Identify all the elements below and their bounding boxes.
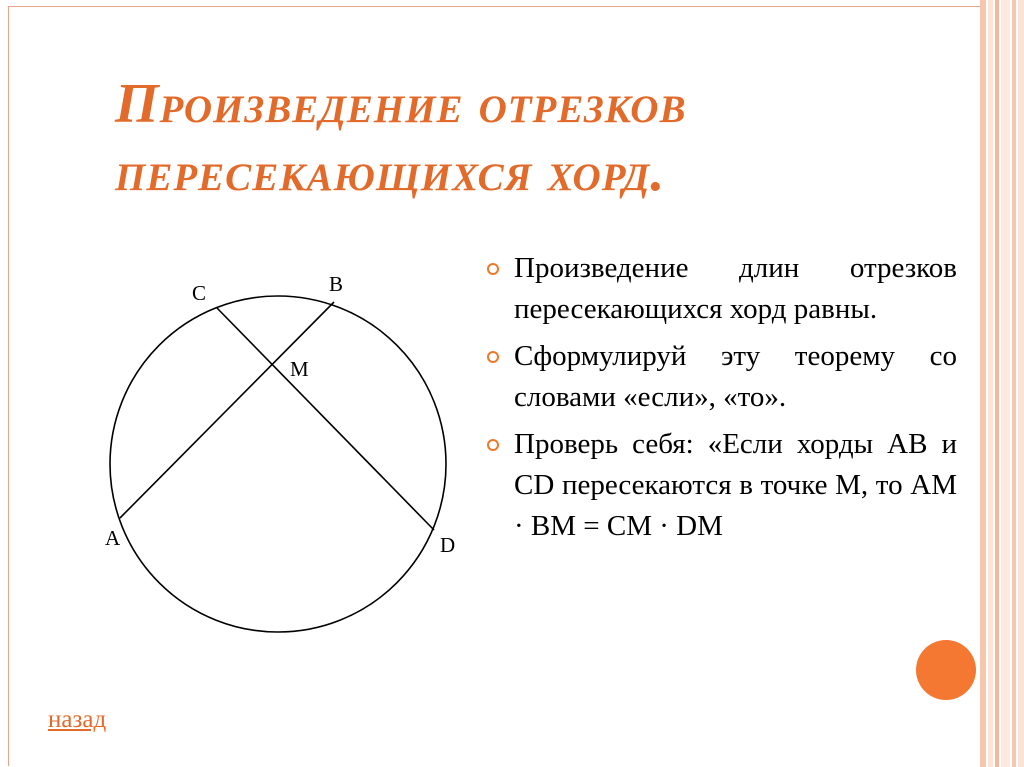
back-link[interactable]: назад	[48, 706, 107, 733]
bullet-item	[487, 424, 957, 547]
bullet-item	[487, 336, 957, 418]
chords-diagram	[95, 262, 475, 642]
bullet-circle-icon	[487, 439, 499, 451]
bullet-list	[487, 248, 957, 553]
point-label-d: D	[440, 533, 456, 557]
title-line-2: пересекающихся хорд.	[115, 141, 666, 203]
point-label-a: A	[105, 526, 121, 550]
point-label-m: M	[290, 357, 309, 381]
chord-cd	[217, 308, 434, 530]
title-line-1: Произведение отрезков	[115, 73, 687, 135]
chord-ab	[120, 302, 334, 518]
orange-circle-icon	[916, 640, 976, 700]
bullet-text: Произведение длин отрезков пересекающихся хорд равны.	[514, 252, 957, 325]
bullet-text: Проверь себя: «Если хорды AB и CD пересекаются в точке M, то AM · BM = CM · DM	[514, 428, 957, 542]
decorative-stripes	[980, 0, 1024, 767]
circle	[110, 296, 446, 632]
bullet-circle-icon	[487, 351, 499, 363]
point-label-b: B	[329, 272, 344, 296]
bullet-item	[487, 248, 957, 330]
slide-title	[115, 70, 935, 206]
bullet-circle-icon	[487, 263, 499, 275]
bullet-text: Сформулируй эту теорему со словами «если», «то».	[514, 340, 957, 413]
point-label-c: C	[192, 281, 207, 305]
